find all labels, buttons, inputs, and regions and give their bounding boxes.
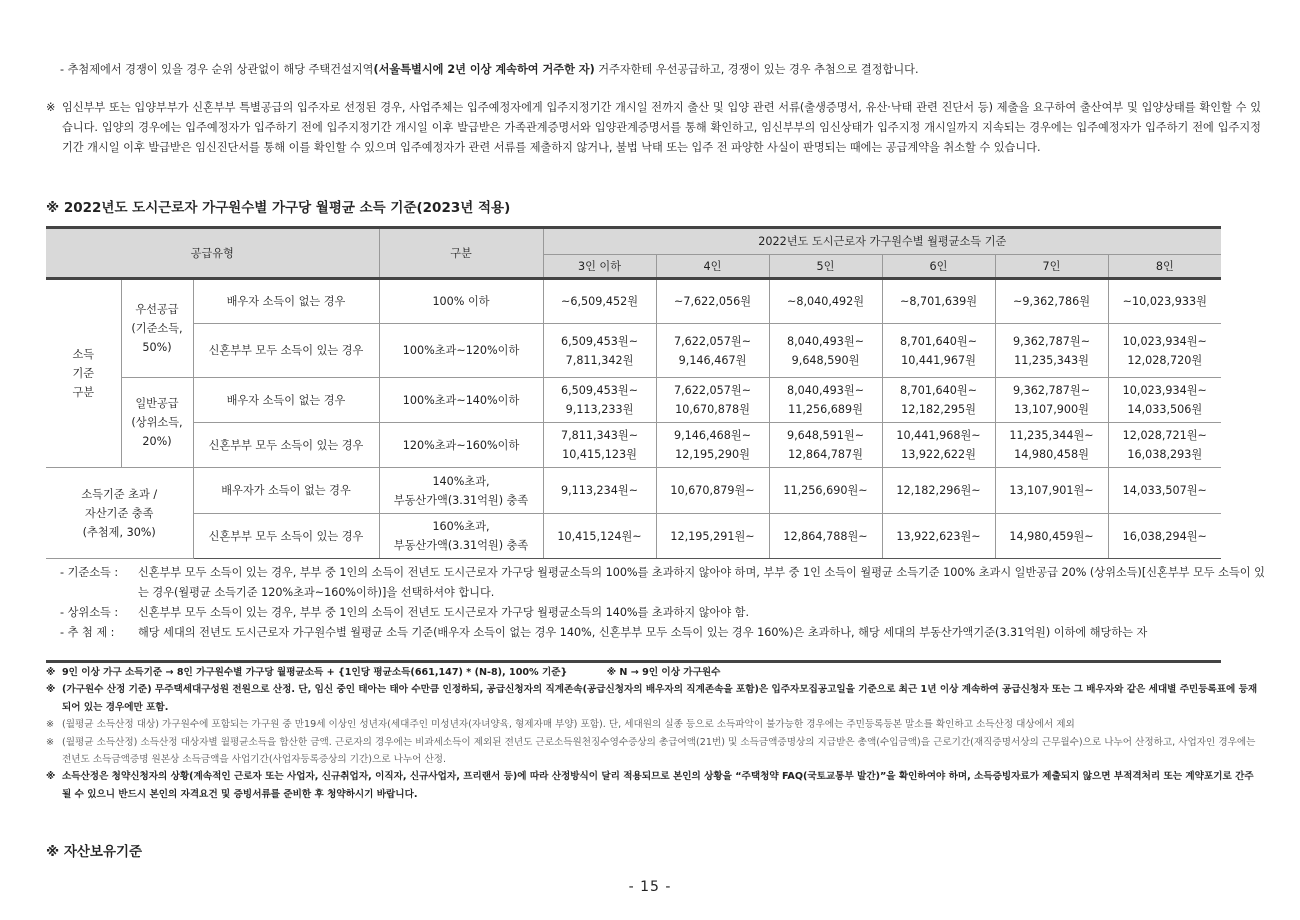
note-text: 9인 이상 가구 소득기준 → 8인 가구원수별 가구당 월평균소득 + {1인당 평균소득(661,147) * (N-8), 100% 기준} — [62, 667, 568, 678]
row-range: 140%초과, 부동산가액(3.31억원) 충족 — [379, 468, 543, 514]
cell-value: 9,362,787원~ 13,107,900원 — [995, 378, 1108, 423]
cell-value: ~7,622,056원 — [656, 279, 769, 324]
note-text: (가구원수 산정 기준) 무주택세대구성원 전원으로 산정. 단, 임신 중인 태아는 태아 수만큼 인정하되, 공급신청자의 직계존속(공급신청자의 배우자의 직계존속을 포함)은 입주자모집공고일을 기준으로 최근 1년 이상 계속하여 공급신청자 또는 그 배우자와 같은 세대별 주민등록표에 등재되어 있는 경우에만 포함. — [62, 684, 1258, 713]
cell-value: 8,701,640원~ 12,182,295원 — [882, 378, 995, 423]
footnote-text: 신혼부부 모두 소득이 있는 경우, 부부 중 1인의 소득이 전년도 도시근로자 가구당 월평균소득의 100%를 초과하지 않아야 하며, 부부 중 1인 소득이 월평균 소득기준 100% 초과시 일반공급 20% (상위소득)[신혼부부 모두 소득이 있는 경우(월평균 소득기준 120%초과~160%이하)]을 선택하셔야 합니다. — [138, 566, 1265, 599]
section-title: ※ 2022년도 도시근로자 가구원수별 가구당 월평균 소득 기준(2023년 적용) — [46, 200, 511, 216]
cell-value: 8,040,493원~ 11,256,689원 — [769, 378, 882, 423]
note-mark: ※ — [46, 684, 56, 696]
row-range: 100% 이하 — [379, 279, 543, 324]
note-text: (월평균 소득산정) 소득산정 대상자별 월평균소득을 합산한 금액. 근로자의 경우에는 비과세소득이 제외된 전년도 근로소득원천징수영수증상의 총급여액(21번) 및 소득금액증명상의 지급받은 총액(수입금액)을 근로기간(재직증명서상의 근무월수)으로 나누어 산정하고, 사업자인 경우에는 전년도 소득금액증명 원본상 소득금액을 사업기간(사업자등록증상의 기간)으로 나누어 산정. — [62, 736, 1256, 766]
cell-value: ~10,023,933원 — [1108, 279, 1221, 324]
note-household-count — [46, 681, 1261, 716]
general-supply-label: 일반공급 (상위소득, 20%) — [121, 378, 193, 468]
cell-value: 8,040,493원~ 9,648,590원 — [769, 324, 882, 378]
table-row — [46, 423, 1221, 468]
income-group-label: 소득 기준 구분 — [46, 279, 121, 468]
page-number: - 15 - — [628, 879, 672, 895]
cell-value: 10,670,879원~ — [656, 468, 769, 514]
cell-value: 14,980,459원~ — [995, 514, 1108, 559]
cell-value: 12,864,788원~ — [769, 514, 882, 559]
note-mark: ※ — [46, 719, 55, 731]
footnote-text: 해당 세대의 전년도 도시근로자 가구원수별 월평균 소득 기준(배우자 소득이 없는 경우 140%, 신혼부부 모두 소득이 있는 경우 160%)은 초과하나, 해당 세대의 부동산가액기준(3.31억원) 이하에 해당하는 자 — [138, 626, 1148, 639]
table-row — [46, 514, 1221, 559]
cell-value: 6,509,453원~ 7,811,342원 — [543, 324, 656, 378]
cell-value: 9,362,787원~ 11,235,343원 — [995, 324, 1108, 378]
footnote-base-income — [60, 563, 1270, 603]
cell-value: 10,023,934원~ 14,033,506원 — [1108, 378, 1221, 423]
cell-value: 9,113,234원~ — [543, 468, 656, 514]
footnote-text: 신혼부부 모두 소득이 있는 경우, 부부 중 1인의 소득이 전년도 도시근로자 가구당 월평균소득의 140%를 초과하지 않아야 함. — [138, 606, 750, 619]
header-size-7: 7인 — [995, 255, 1108, 279]
note-text: 소득산정은 청약신청자의 상황(계속적인 근로자 또는 사업자, 신규취업자, 이직자, 신규사업자, 프리랜서 등)에 따라 산정방식이 달리 적용되므로 본인의 상황을 “주택청약 FAQ(국토교통부 발간)”을 확인하여야 하며, 소득증빙자료가 제출되지 않으면 부적격처리 또는 계약포기로 간주될 수 있으니 반드시 본인의 자격요건 및 증빙서류를 준비한 후 청약하시기 바랍니다. — [62, 771, 1254, 800]
priority-supply-label: 우선공급 (기준소득, 50%) — [121, 279, 193, 378]
row-case: 신혼부부 모두 소득이 있는 경우 — [193, 423, 379, 468]
note-mark: ※ — [46, 667, 56, 678]
note-income-calc — [46, 734, 1261, 769]
cell-value: 16,038,294원~ — [1108, 514, 1221, 559]
cell-value: ~9,362,786원 — [995, 279, 1108, 324]
footnote-key: - 상위소득 : — [60, 606, 119, 619]
cell-value: 13,922,623원~ — [882, 514, 995, 559]
cell-value: 8,701,640원~ 10,441,967원 — [882, 324, 995, 378]
table-row — [46, 279, 1221, 324]
row-case: 배우자 소득이 없는 경우 — [193, 378, 379, 423]
cell-value: 7,622,057원~ 9,146,467원 — [656, 324, 769, 378]
cell-value: 9,648,591원~ 12,864,787원 — [769, 423, 882, 468]
pregnancy-note — [46, 98, 1261, 158]
footnote-key: - 추 첨 제 : — [60, 626, 115, 639]
row-case: 신혼부부 모두 소득이 있는 경우 — [193, 324, 379, 378]
cell-value: ~6,509,452원 — [543, 279, 656, 324]
asset-section-title: ※ 자산보유기준 — [46, 844, 143, 860]
intro-text: - 추첨제에서 경쟁이 있을 경우 순위 상관없이 해당 주택건설지역 — [60, 63, 374, 76]
intro-line — [60, 60, 1270, 80]
intro-bold-text: (서울특별시에 2년 이상 계속하여 거주한 자) — [373, 63, 595, 76]
intro-text-end: 거주자한테 우선공급하고, 경쟁이 있는 경우 추첨으로 결정합니다. — [594, 63, 919, 76]
header-size-8: 8인 — [1108, 255, 1221, 279]
cell-value: 10,441,968원~ 13,922,622원 — [882, 423, 995, 468]
footnote-upper-income — [60, 603, 1270, 623]
cell-value: 10,415,124원~ — [543, 514, 656, 559]
header-size-5: 5인 — [769, 255, 882, 279]
cell-value: 12,195,291원~ — [656, 514, 769, 559]
note-income-target — [46, 716, 1261, 733]
cell-value: 13,107,901원~ — [995, 468, 1108, 514]
header-size-6: 6인 — [882, 255, 995, 279]
income-notes — [46, 664, 1261, 803]
divider — [46, 660, 1221, 663]
cell-value: 14,033,507원~ — [1108, 468, 1221, 514]
cell-value: 7,622,057원~ 10,670,878원 — [656, 378, 769, 423]
header-size-4: 4인 — [656, 255, 769, 279]
note-mark: ※ — [46, 771, 56, 783]
note-nine-plus — [46, 664, 1261, 681]
footnote-key: - 기준소득 : — [60, 566, 119, 579]
cell-value: 6,509,453원~ 9,113,233원 — [543, 378, 656, 423]
lottery-label: 소득기준 초과 / 자산기준 충족 (추첨제, 30%) — [46, 468, 193, 559]
cell-value: 7,811,343원~ 10,415,123원 — [543, 423, 656, 468]
note-text: (월평균 소득산정 대상) 가구원수에 포함되는 가구원 중 만19세 이상인 성년자(세대주인 미성년자(자녀양육, 형제자매 부양) 포함). 단, 세대원의 실종 등으로 소득파악이 불가능한 경우에는 주민등록등본 말소를 확인하고 소득산정 대상에서 제외 — [62, 719, 1075, 731]
cell-value: 11,256,690원~ — [769, 468, 882, 514]
table-row — [46, 468, 1221, 514]
cell-value: ~8,701,639원 — [882, 279, 995, 324]
cell-value: 11,235,344원~ 14,980,458원 — [995, 423, 1108, 468]
note-mark: ※ — [46, 101, 56, 114]
note-extra: ※ N → 9인 이상 가구원수 — [606, 667, 721, 678]
row-case: 배우자 소득이 없는 경우 — [193, 279, 379, 324]
cell-value: 10,023,934원~ 12,028,720원 — [1108, 324, 1221, 378]
table-footnotes — [60, 563, 1270, 643]
row-case: 배우자가 소득이 없는 경우 — [193, 468, 379, 514]
note-body: 임신부부 또는 입양부부가 신혼부부 특별공급의 입주자로 선정된 경우, 사업주체는 입주예정자에게 입주지정기간 개시일 전까지 출산 및 입양 관련 서류(출생증명서, 유산·낙태 관련 진단서 등) 제출을 요구하여 출산여부 및 입양상태를 확인할 수 있습니다. 입양의 경우에는 입주예정자가 입주하기 전에 입주지정기간 개시일 이후 발급받은 가족관계증명서와 입양관계증명서를 통해 확인하고, 임신부부의 임신상태가 입주지정 개시일까지 지속되는 경우에는 입주예정자가 입주하기 전에 입주지정기간 개시일 이후 발급받은 임신진단서를 통해 이를 확인할 수 있으며 입주예정자가 관련 서류를 제출하지 않거나, 불법 낙태 또는 입주 전 파양한 사실이 판명되는 때에는 공급계약을 취소할 수 있습니다. — [62, 101, 1261, 154]
header-income-group: 2022년도 도시근로자 가구원수별 월평균소득 기준 — [543, 228, 1221, 255]
cell-value: 12,182,296원~ — [882, 468, 995, 514]
table-row — [46, 378, 1221, 423]
cell-value: ~8,040,492원 — [769, 279, 882, 324]
header-supply-type: 공급유형 — [46, 228, 379, 279]
income-table — [46, 226, 1221, 559]
note-mark: ※ — [46, 736, 55, 748]
header-size-3: 3인 이하 — [543, 255, 656, 279]
header-category: 구분 — [379, 228, 543, 279]
cell-value: 12,028,721원~ 16,038,293원 — [1108, 423, 1221, 468]
row-range: 160%초과, 부동산가액(3.31억원) 충족 — [379, 514, 543, 559]
table-row — [46, 324, 1221, 378]
row-case: 신혼부부 모두 소득이 있는 경우 — [193, 514, 379, 559]
row-range: 120%초과~160%이하 — [379, 423, 543, 468]
row-range: 100%초과~120%이하 — [379, 324, 543, 378]
note-income-proof — [46, 768, 1261, 803]
row-range: 100%초과~140%이하 — [379, 378, 543, 423]
footnote-lottery — [60, 623, 1270, 643]
cell-value: 9,146,468원~ 12,195,290원 — [656, 423, 769, 468]
